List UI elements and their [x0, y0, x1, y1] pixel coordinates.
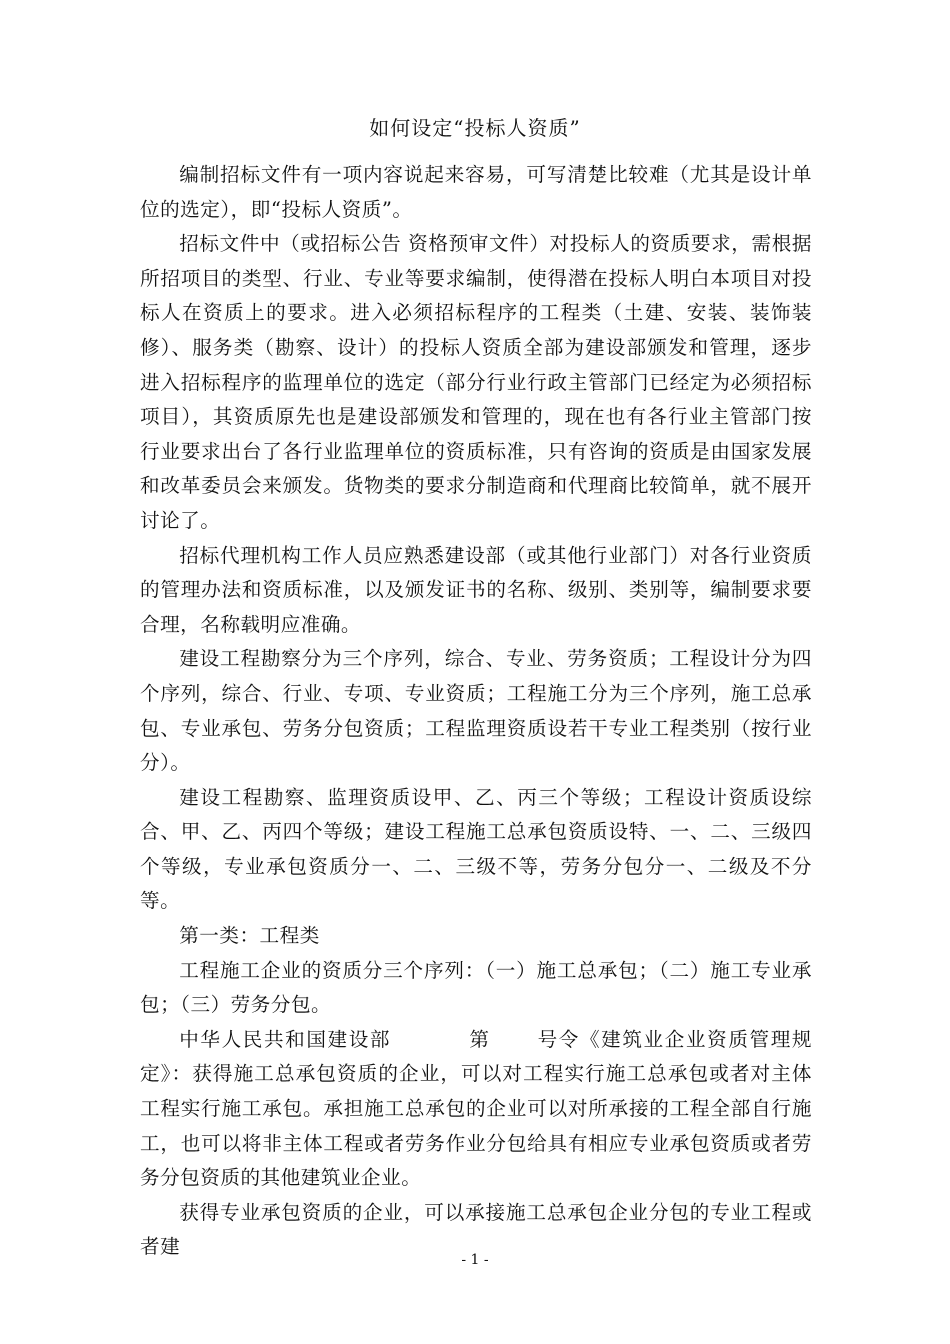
- paragraph: 建设工程勘察、监理资质设甲、乙、丙三个等级；工程设计资质设综合、甲、乙、丙四个等级；建设工程施工总承包资质设特、一、二、三级四个等级，专业承包资质分一、二、三级不等，劳务分包分一、二级及不分等。: [140, 785, 812, 913]
- paragraph: 建设工程勘察分为三个序列，综合、专业、劳务资质；工程设计分为四个序列，综合、行业、专项、专业资质；工程施工分为三个序列，施工总承包、专业承包、劳务分包资质；工程监理资质设若干专业工程类别（按行业分）。: [140, 647, 812, 775]
- document-title: 如何设定“投标人资质”: [369, 116, 581, 140]
- paragraph: 编制招标文件有一项内容说起来容易，可写清楚比较难（尤其是设计单位的选定），即“投标人资质”。: [140, 163, 812, 221]
- page-number: - 1 -: [461, 1252, 489, 1268]
- paragraph: 招标文件中（或招标公告 资格预审文件）对投标人的资质要求，需根据所招项目的类型、行业、专业等要求编制，使得潜在投标人明白本项目对投标人在资质上的要求。进入必须招标程序的工程类（土建、安装、装饰装修）、服务类（勘察、设计）的投标人资质全部为建设部颁发和管理，逐步进入招标程序的监理单位的选定（部分行业行政主管部门已经定为必须招标项目），其资质原先也是建设部颁发和管理的，现在也有各行业主管部门按行业要求出台了各行业监理单位的资质标准，只有咨询的资质是由国家发展和改革委员会来颁发。货物类的要求分制造商和代理商比较简单，就不展开讨论了。: [140, 232, 812, 532]
- paragraph: 工程施工企业的资质分三个序列：（一）施工总承包；（二）施工专业承包；（三）劳务分包。: [140, 958, 812, 1017]
- section-heading: 第一类：工程类: [179, 924, 320, 948]
- paragraph: 中华人民共和国建设部 第 号令《建筑业企业资质管理规定》：获得施工总承包资质的企业，可以对工程实行施工总承包或者对主体工程实行施工承包。承担施工总承包的企业可以对所承接的工程全部自行施工，也可以将非主体工程或者劳务作业分包给具有相应专业承包资质或者劳务分包资质的其他建筑业企业。: [140, 1027, 812, 1190]
- document-body: [140, 158, 812, 1265]
- paragraph: 获得专业承包资质的企业，可以承接施工总承包企业分包的专业工程或者建: [140, 1200, 812, 1259]
- paragraph: 招标代理机构工作人员应熟悉建设部（或其他行业部门）对各行业资质的管理办法和资质标准，以及颁发证书的名称、级别、类别等，编制要求要合理，名称载明应准确。: [140, 543, 812, 636]
